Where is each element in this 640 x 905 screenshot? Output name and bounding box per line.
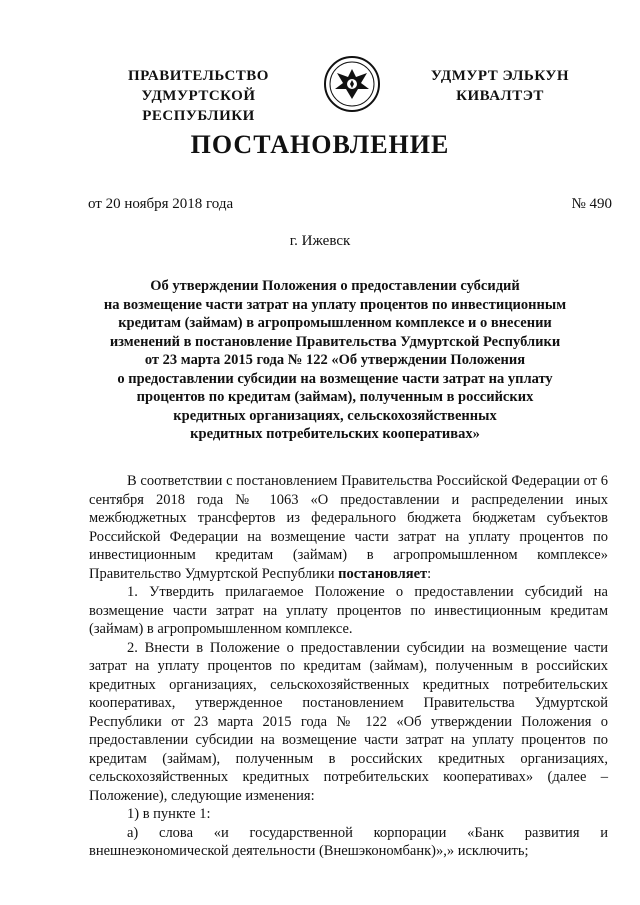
header-right-line1: УДМУРТ ЭЛЬКУН (430, 68, 570, 84)
body-bold-text: постановляет (338, 565, 428, 582)
document-date: от 20 ноября 2018 года (88, 196, 234, 212)
document-city: г. Ижевск (289, 233, 351, 249)
body-paragraph: 1) в пункте 1: (127, 806, 211, 822)
body-paragraph: 1. Утвердить прилагаемое Положение о предоставлении субсидий на возмещение части затрат на уплату процентов по инвестиционным кредитам (займам) в агропромышленном комплексе. (89, 584, 608, 637)
document-body (89, 472, 608, 861)
subject-line: на возмещение части затрат на уплату процентов по инвестиционным (103, 296, 567, 313)
subject-line: от 23 марта 2015 года № 122 «Об утверждении Положения (144, 352, 526, 368)
subject-line: кредитам (займам) в агропромышленном комплексе и о внесении (118, 315, 552, 331)
body-text: : (427, 565, 432, 582)
body-paragraph (89, 472, 608, 583)
header-left (86, 66, 311, 126)
header-left-line1: ПРАВИТЕЛЬСТВО (128, 68, 269, 84)
header-right (400, 66, 600, 106)
subject-line: Об утверждении Положения о предоставлении субсидий (150, 278, 520, 294)
subject-line: о предоставлении субсидии на возмещение части затрат на уплату (117, 370, 553, 387)
document-number: № 490 (571, 196, 612, 212)
subject-line: кредитных организациях, сельскохозяйственных (173, 407, 497, 424)
header-left-line2: УДМУРТСКОЙ РЕСПУБЛИКИ (141, 88, 256, 124)
body-text: В соответствии с постановлением Правительства Российской Федерации от 6 сентября 2018 года № 1063 «О предоставлении и распределении иных межбюджетных трансфертов из федерального бюджета бюджетам субъектов Российской Федерации на возмещение части затрат на уплату процентов по инвестиционным кредитам (займам) в агропромышленном комплексе» Правительство Удмуртской Республики (89, 473, 608, 582)
body-paragraph: 2. Внести в Положение о предоставлении субсидии на возмещение части затрат на уплату процентов по кредитам (займам), полученным в российских кредитных организациях, сельскохозяйственных кредитных потребительских кооперативах, утвержденное постановлением Правительства Удмуртской Республики от 23 марта 2015 года № 122 «Об утверждении Положения о предоставлении субсидии на возмещение части затрат на уплату процентов по кредитам (займам), полученным в российских кредитных организациях, сельскохозяйственных кредитных потребительских кооперативах» (далее – Положение), следующие изменения: (89, 639, 608, 804)
subject-line: изменений в постановление Правительства Удмуртской Республики (109, 333, 561, 350)
coat-of-arms-icon (323, 55, 381, 113)
document-subject (90, 277, 580, 444)
subject-line: кредитных потребительских кооперативах» (190, 426, 480, 442)
body-paragraph: а) слова «и государственной корпорации «Банк развития и внешнеэкономической деятельности (Внешэкономбанк)»,» исключить; (89, 824, 608, 859)
document-title: ПОСТАНОВЛЕНИЕ (190, 130, 450, 159)
header-right-line2: КИВАЛТЭТ (456, 88, 544, 104)
subject-line: процентов по кредитам (займам), полученным в российских (136, 389, 534, 405)
